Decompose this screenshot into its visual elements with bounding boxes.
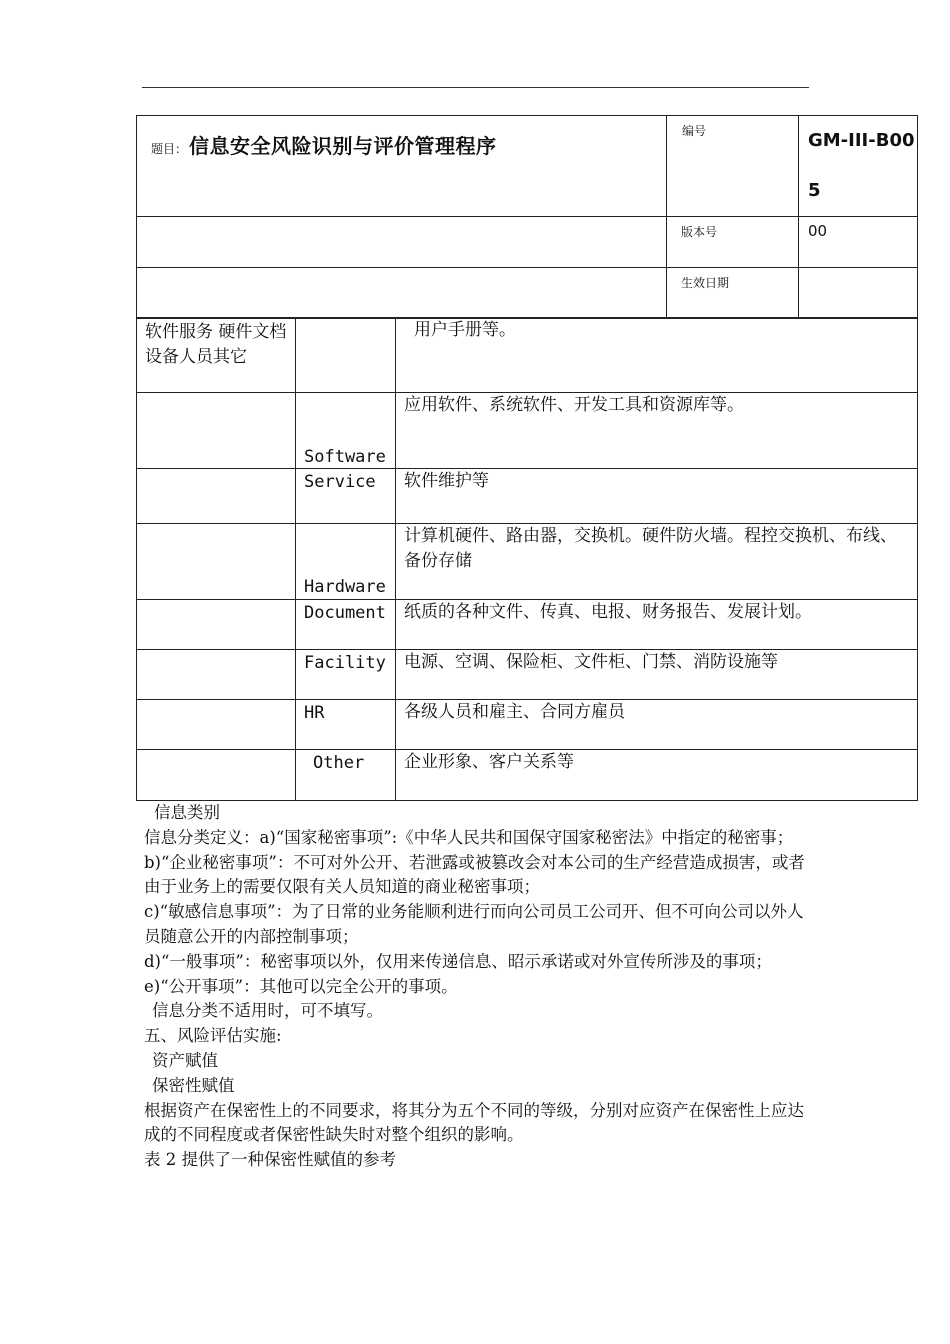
title-label: 题目：	[151, 142, 188, 156]
asset-type: Service	[296, 469, 396, 524]
category-blank	[137, 750, 296, 801]
paragraph: 根据资产在保密性上的不同要求，将其分为五个不同的等级，分别对应资产在保密性上应达成的不同程度或者保密性缺失时对整个组织的影响。	[144, 1100, 804, 1145]
paragraph: 信息分类不适用时，可不填写。	[152, 1001, 383, 1021]
category-blank	[137, 524, 296, 600]
paragraph: 信息分类定义：a)“国家秘密事项”:《中华人民共和国保守国家秘密法》中指定的秘密事；	[144, 827, 794, 847]
asset-type	[296, 318, 396, 393]
effective-date-label: 生效日期	[681, 276, 730, 290]
subsection-heading: 保密性赋值	[152, 1075, 235, 1095]
code-value-cell	[799, 116, 918, 217]
asset-description: 电源、空调、保险柜、文件柜、门禁、消防设施等	[396, 650, 918, 700]
paragraph: c)“敏感信息事项”：为了日常的业务能顺利进行而向公司员工公司开、但不可向公司以外人员随意公开的内部控制事项；	[144, 902, 804, 946]
document-header-table	[136, 115, 918, 319]
paragraph: d)“一般事项”：秘密事项以外，仅用来传递信息、昭示承诺或对外宣传所涉及的事项；	[144, 951, 772, 971]
category-blank	[137, 393, 296, 469]
title-cell	[137, 116, 667, 217]
section-heading: 五、风险评估实施:	[144, 1026, 282, 1046]
code-label-cell	[667, 116, 799, 217]
asset-description: 用户手册等。	[396, 318, 918, 393]
body-text	[144, 801, 814, 1173]
version-label: 版本号	[681, 225, 718, 239]
asset-description: 各级人员和雇主、合同方雇员	[396, 700, 918, 750]
asset-description: 应用软件、系统软件、开发工具和资源库等。	[396, 393, 918, 469]
document-title: 信息安全风险识别与评价管理程序	[189, 134, 497, 158]
asset-type: Software	[296, 393, 396, 469]
section-heading: 信息类别	[154, 803, 220, 822]
document-code: GM-III-B005	[808, 130, 915, 201]
paragraph: b)“企业秘密事项”：不可对外公开、若泄露或被篡改会对本公司的生产经营造成损害，或者由于业务上的需要仅限有关人员知道的商业秘密事项；	[144, 852, 805, 897]
asset-description: 企业形象、客户关系等	[396, 750, 918, 801]
asset-category-table	[136, 317, 918, 801]
version-value: 00	[808, 222, 828, 240]
code-label: 编号	[682, 124, 707, 138]
asset-type: Hardware	[296, 524, 396, 600]
effective-date-value	[799, 268, 917, 273]
category-blank	[137, 469, 296, 524]
asset-description: 软件维护等	[396, 469, 918, 524]
asset-description: 纸质的各种文件、传真、电报、财务报告、发展计划。	[396, 600, 918, 650]
category-blank	[137, 600, 296, 650]
asset-type: Document	[296, 600, 396, 650]
subsection-heading: 资产赋值	[152, 1050, 218, 1070]
header-rule	[142, 87, 809, 88]
paragraph: 表 2 提供了一种保密性赋值的参考	[144, 1150, 396, 1170]
category-blank	[137, 700, 296, 750]
blank-cell-1	[137, 217, 667, 268]
asset-type: HR	[296, 700, 396, 750]
paragraph: e)“公开事项”：其他可以完全公开的事项。	[144, 976, 458, 996]
blank-cell-2	[137, 268, 667, 319]
category-cell: 软件服务 硬件文档 设备人员其它	[137, 318, 296, 393]
category-blank	[137, 650, 296, 700]
asset-type: Other	[296, 750, 396, 801]
asset-description: 计算机硬件、路由器，交换机。硬件防火墙。程控交换机、布线、备份存储	[396, 524, 918, 600]
asset-type: Facility	[296, 650, 396, 700]
